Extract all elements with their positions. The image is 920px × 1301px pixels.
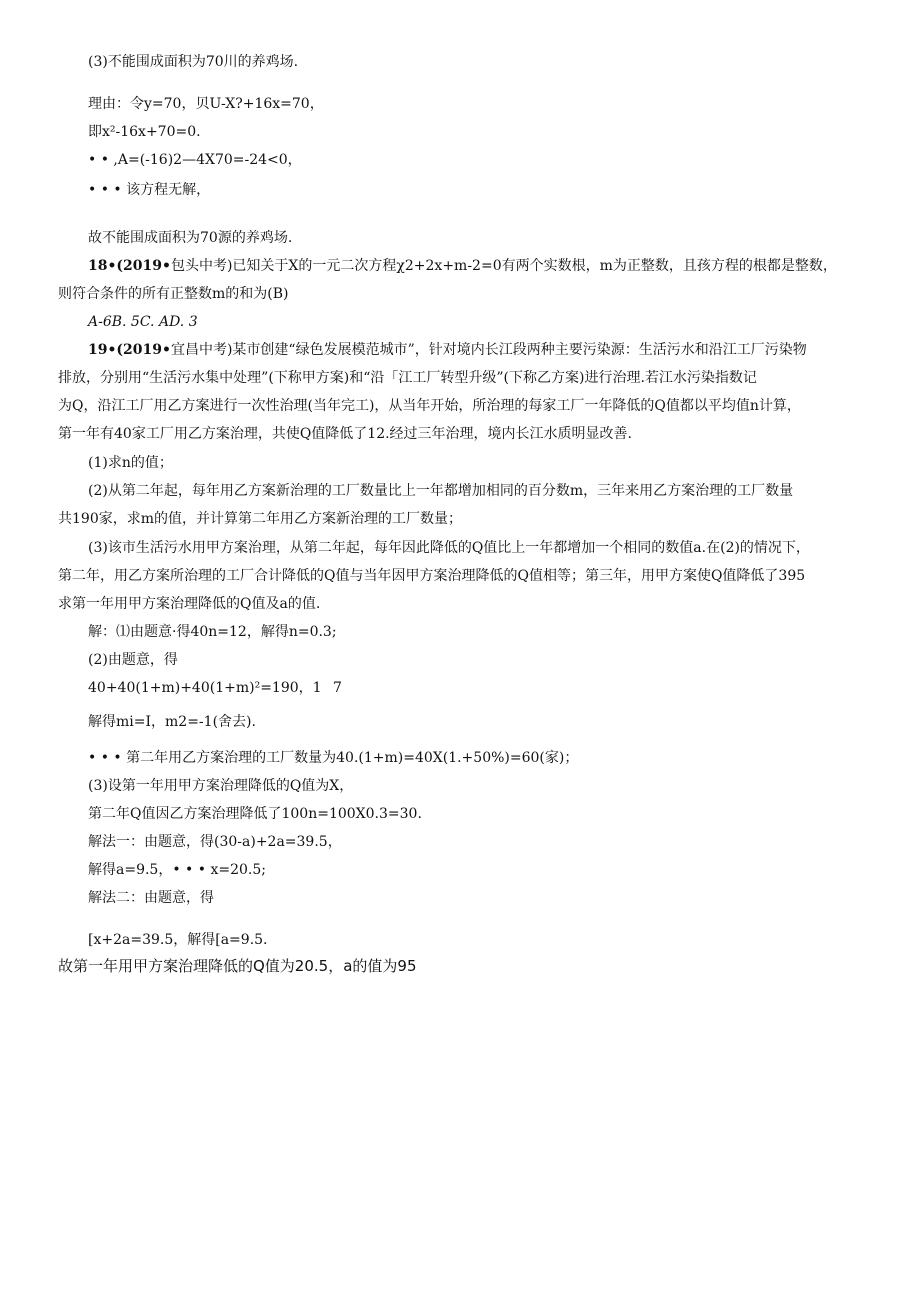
- question-text: 第一年有40家工厂用乙方案治理，共使Q值降低了12.经过三年治理，境内长江水质明显改善.: [58, 426, 633, 442]
- question-text: 则符合条件的所有正整数m的和为(B): [58, 286, 289, 302]
- solution-line: 第二年Q值因乙方案治理降低了100n=100X0.3=30.: [88, 806, 422, 822]
- solution-line: 解：⑴由题意·得40n=12，解得n=0.3;: [88, 624, 337, 640]
- question-part: 共190家，求m的值，并计算第二年用乙方案新治理的工厂数量；: [58, 511, 462, 527]
- solution-fragment: 7: [333, 680, 342, 696]
- question-number: 19•(2019•: [88, 342, 171, 358]
- solution-line: 解法二：由题意，得: [88, 890, 214, 906]
- question-number: 18•(2019•: [88, 258, 171, 274]
- question-text: 包头中考)已知关于X的一元二次方程χ2+2x+m-2=0有两个实数根，m为正整数，且孩方程的根都是整数，: [170, 258, 837, 274]
- solution-line: 故不能围成面积为70源的养鸡场.: [88, 230, 293, 246]
- question-part: (1)求n的值；: [88, 455, 173, 471]
- question-part: 第二年，用乙方案所治理的工厂合计降低的Q值与当年因甲方案治理降低的Q值相等；第三年，用甲方案使Q值降低了395: [58, 568, 806, 584]
- solution-line: 即x²-16x+70=0.: [88, 124, 201, 140]
- solution-line: [x+2a=39.5，解得[a=9.5.: [88, 932, 268, 948]
- question-text: 排放，分别用“生活污水集中处理”(下称甲方案)和“沿「江工厂转型升级”(下称乙方案)进行治理.若江水污染指数记: [58, 370, 757, 386]
- solution-line: 理由：令y=70，贝U-X?+16x=70，: [88, 96, 324, 112]
- conclusion-line: 故第一年用甲方案治理降低的Q值为20.5，a的值为95: [58, 957, 417, 975]
- question-19: [88, 340, 807, 360]
- solution-line: • • • 该方程无解，: [88, 182, 211, 198]
- question-part: 求第一年用甲方案治理降低的Q值及a的值.: [58, 596, 321, 612]
- question-text: 为Q，沿江工厂用乙方案进行一次性治理(当年完工)，从当年开始，所治理的每家工厂一年降低的Q值都以平均值n计算，: [58, 398, 801, 414]
- question-part: (3)该市生活污水用甲方案治理，从第二年起，每年因此降低的Q值比上一年都增加一个相同的数值a.在(2)的情况下，: [88, 540, 810, 556]
- solution-line: (2)由题意，得: [88, 652, 178, 668]
- solution-line: 40+40(1+m)+40(1+m)²=190，1: [88, 680, 322, 696]
- solution-line: (3)不能围成面积为70川的养鸡场.: [88, 54, 299, 70]
- solution-line: • • ,A=(-16)2—4X70=-24<0，: [88, 152, 302, 168]
- question-options: A-6B. 5C. AD. 3: [88, 314, 198, 330]
- solution-line: • • • 第二年用乙方案治理的工厂数量为40.(1+m)=40X(1.+50%)=60(家)；: [88, 750, 579, 766]
- question-text: 宜昌中考)某市创建“绿色发展模范城市”，针对境内长江段两种主要污染源：生活污水和沿江工厂污染物: [170, 342, 807, 358]
- question-18: [88, 256, 837, 276]
- solution-line: 解法一：由题意，得(30-a)+2a=39.5，: [88, 834, 342, 850]
- solution-line: (3)设第一年用甲方案治理降低的Q值为X，: [88, 778, 354, 794]
- question-part: (2)从第二年起，每年用乙方案新治理的工厂数量比上一年都增加相同的百分数m，三年来用乙方案治理的工厂数量: [88, 483, 794, 499]
- solution-line: 解得a=9.5，• • • x=20.5;: [88, 862, 266, 878]
- solution-line: 解得mi=I，m2=-1(舍去).: [88, 714, 256, 730]
